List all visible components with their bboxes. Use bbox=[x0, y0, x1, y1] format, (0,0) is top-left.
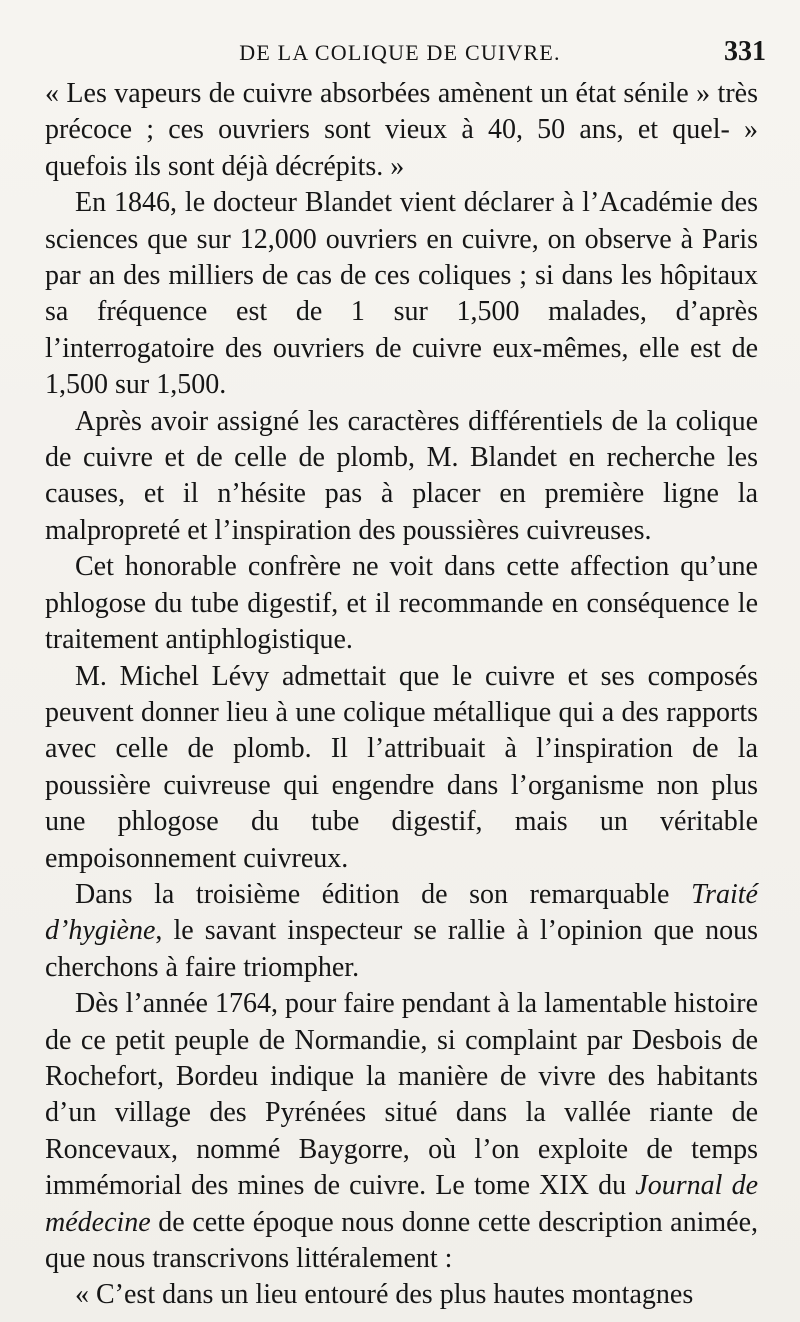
paragraph-1: « Les vapeurs de cuivre absorbées amènent un état sénile » très précoce ; ces ouvriers sont vieux à 40, 50 ans, et quel- » quefois ils sont déjà décrépits. » bbox=[45, 78, 758, 182]
paragraph-6-before: Dans la troisième édition de son remarquable bbox=[75, 878, 692, 910]
page-number: 331 bbox=[724, 36, 766, 67]
paragraph-6-after: , le savant inspecteur se rallie à l’opinion que nous cherchons à faire triompher. bbox=[45, 915, 758, 983]
page-header bbox=[0, 36, 800, 70]
paragraph-5: M. Michel Lévy admettait que le cuivre et ses composés peuvent donner lieu à une colique métallique qui a des rapports avec celle de plomb. Il l’attribuait à l’inspiration de la poussière cuivreuse qui engendre dans l’organisme non plus une phlogose du tube digestif, mais un véritable empoisonnement cuivreux. bbox=[45, 660, 758, 874]
paragraph-6 bbox=[45, 877, 758, 986]
running-title: DE LA COLIQUE DE CUIVRE. bbox=[239, 40, 561, 65]
book-title-traite-hygiene: Traité d’hygiène bbox=[45, 878, 758, 947]
paragraph-7-after: de cette époque nous donne cette description animée, que nous transcrivons littéralement : bbox=[45, 1206, 758, 1274]
paragraph-4: Cet honorable confrère ne voit dans cette affection qu’une phlogose du tube digestif, et il recommande en conséquence le traitement antiphlogistique. bbox=[45, 551, 758, 656]
paragraph-7 bbox=[45, 986, 758, 1277]
paragraph-2: En 1846, le docteur Blandet vient déclarer à l’Académie des sciences que sur 12,000 ouvriers en cuivre, on observe à Paris par an des milliers de cas de ces coliques ; si dans les hôpitaux sa fréquence est de 1 sur 1,500 malades, d’après l’interrogatoire des ouvriers de cuivre eux-mêmes, elle est de 1,500 sur 1,500. bbox=[45, 187, 758, 401]
paragraph-8: « C’est dans un lieu entouré des plus hautes montagnes bbox=[75, 1279, 694, 1311]
paragraph-7-before: Dès l’année 1764, pour faire pendant à la lamentable histoire de ce petit peuple de Normandie, si complaint par Desbois de Rochefort, Bordeu indique la manière de vivre des habitants d’un village des Pyrénées situé dans la vallée riante de Roncevaux, nommé Baygorre, où l’on exploite de temps immémorial des mines de cuivre. Le tome XIX du bbox=[45, 988, 758, 1202]
main-text bbox=[45, 76, 758, 1314]
journal-title: Journal de médecine bbox=[45, 1170, 759, 1238]
paragraph-3: Après avoir assigné les caractères différentiels de la colique de cuivre et de celle de plomb, M. Blandet en recherche les causes, et il n’hésite pas à placer en première ligne la malpropreté et l’inspiration des poussières cuivreuses. bbox=[45, 405, 758, 546]
